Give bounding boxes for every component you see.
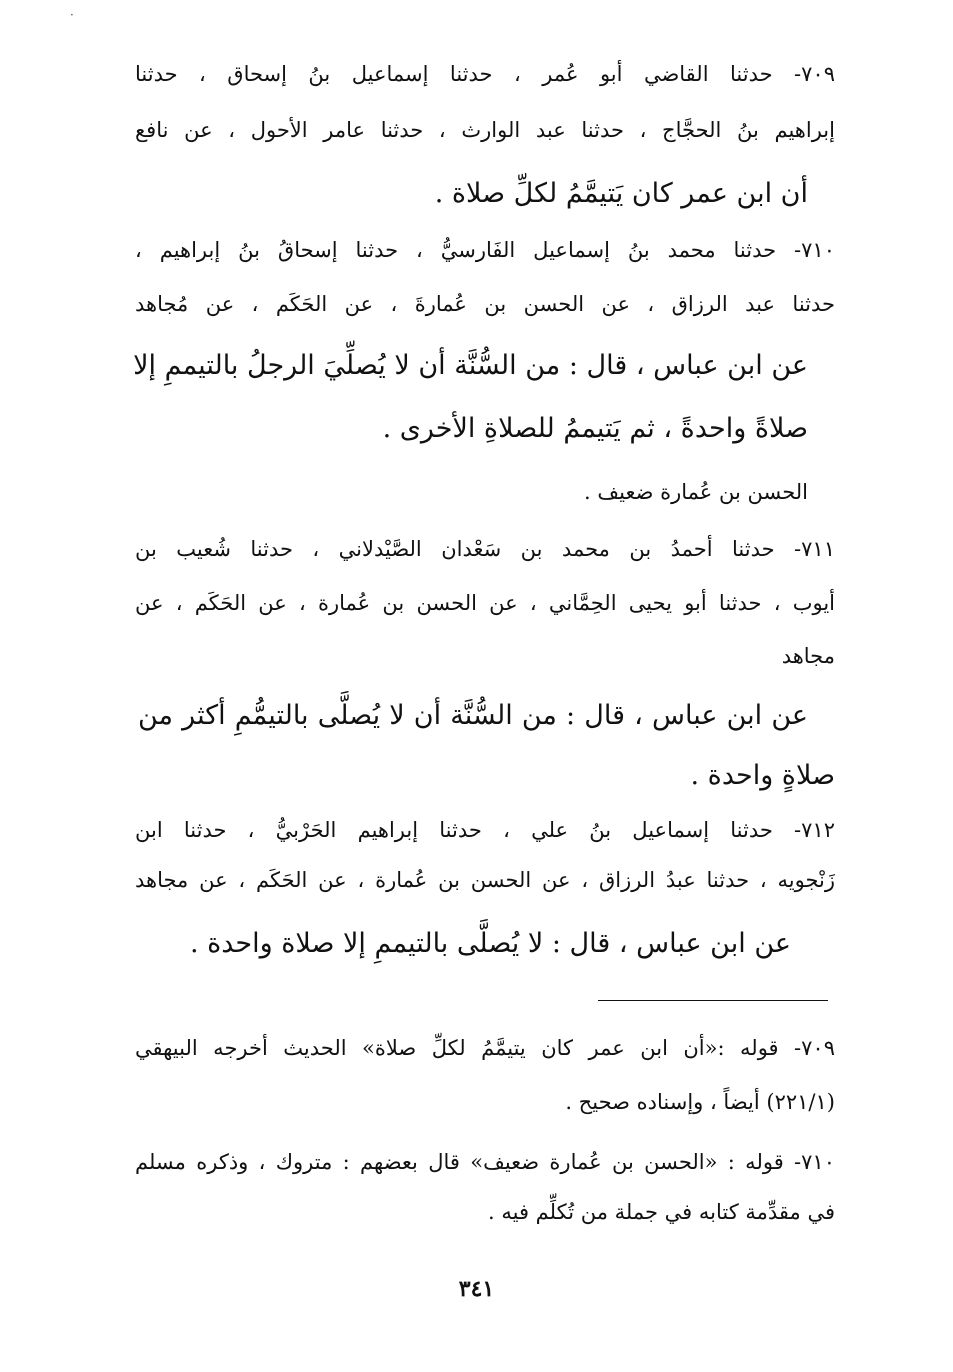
hadith-710-grading-note: الحسن بن عُمارة ضعيف . [584,480,808,504]
corner-mark: · [70,8,74,22]
footnote-710-line-1: ٧١٠- قوله : «الحسن بن عُمارة ضعيف» قال بعضهم : متروك ، وذكره مسلم [135,1150,835,1174]
hadith-711-isnad-line-2: أيوب ، حدثنا أبو يحيى الحِمَّاني ، عن الحسن بن عُمارة ، عن الحَكَم ، عن [135,591,835,615]
footnote-709-line-1: ٧٠٩- قوله :«أن ابن عمر كان يتيمَّمُ لكلِّ صلاة» الحديث أخرجه البيهقي [135,1036,835,1060]
hadith-710-isnad-line-2: حدثنا عبد الرزاق ، عن الحسن بن عُمارةَ ، عن الحَكَم ، عن مُجاهد [135,292,835,316]
hadith-709-matn-line-1: أن ابن عمر كان يَتيمَّمُ لكلِّ صلاة . [434,178,808,209]
hadith-711-matn-line-1: عن ابن عباس ، قال : من السُّنَّة أن لا يُصلَّى بالتيمُّمِ أكثر من [138,700,808,731]
hadith-711-isnad-line-1: ٧١١- حدثنا أحمدُ بن محمد بن سَعْدان الصَّيْدلاني ، حدثنا شُعيب بن [135,537,835,561]
hadith-712-matn-line-1: عن ابن عباس ، قال : لا يُصلَّى بالتيممِ إلا صلاة واحدة . [189,928,791,959]
hadith-712-isnad-line-1: ٧١٢- حدثنا إسماعيل بنُ علي ، حدثنا إبراهيم الحَرْبيُّ ، حدثنا ابن [135,818,835,842]
hadith-710-matn-line-2: صلاةً واحدةً ، ثم يَتيممُ للصلاةِ الأخرى . [382,413,808,444]
footnote-separator [598,1000,828,1001]
hadith-710-isnad-line-1: ٧١٠- حدثنا محمد بنُ إسماعيل الفَارسيُّ ، حدثنا إسحاقُ بنُ إبراهيم ، [135,238,835,262]
hadith-712-isnad-line-2: زَنْجويه ، حدثنا عبدُ الرزاق ، عن الحسن بن عُمارة ، عن الحَكَم ، عن مجاهد [135,868,835,892]
hadith-709-isnad-line-1: ٧٠٩- حدثنا القاضي أبو عُمر ، حدثنا إسماعيل بنُ إسحاق ، حدثنا [135,62,835,86]
hadith-709-isnad-line-2: إبراهيم بنُ الحجَّاج ، حدثنا عبد الوارث ، حدثنا عامر الأحول ، عن نافع [135,118,835,142]
hadith-711-matn-line-2: صلاةٍ واحدة . [690,760,835,791]
footnote-709-line-2: (٢٢١/١) أيضاً ، وإسناده صحيح . [565,1090,835,1114]
page-number: ٣٤١ [458,1276,495,1302]
hadith-710-matn-line-1: عن ابن عباس ، قال : من السُّنَّة أن لا يُصلِّيَ الرجلُ بالتيممِ إلا [133,350,808,381]
footnote-710-line-2: في مقدِّمة كتابه في جملة من تُكلِّم فيه . [488,1200,835,1224]
hadith-711-isnad-line-3: مجاهد [781,644,835,668]
